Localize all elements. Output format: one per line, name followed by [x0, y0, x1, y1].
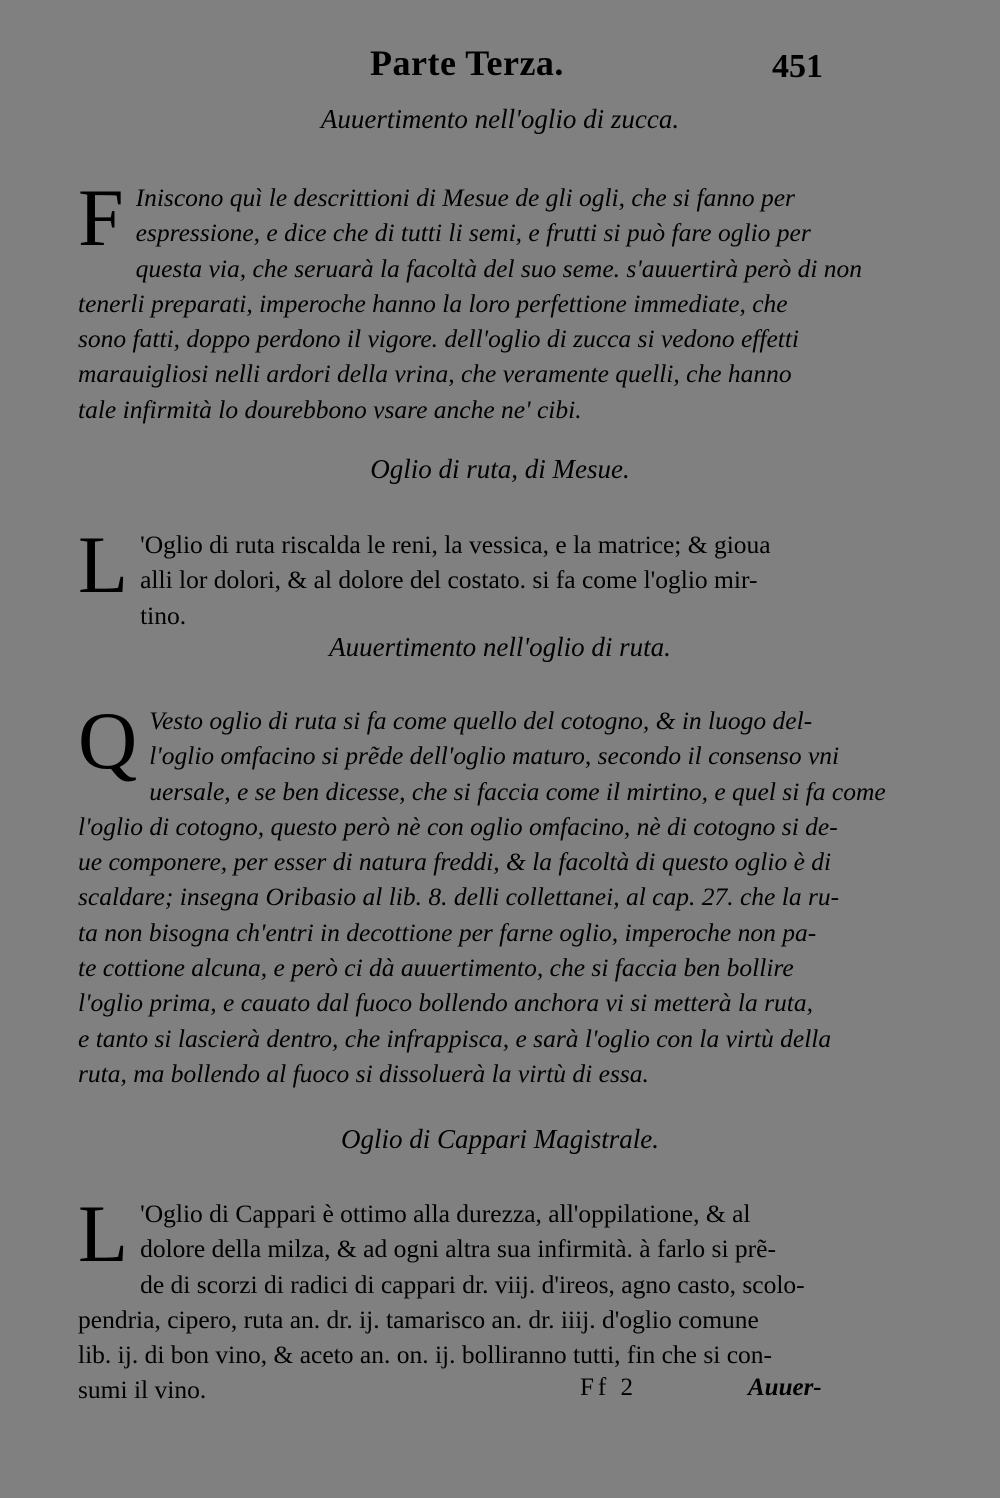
text-line: e tanto si lascierà dentro, che infrappisca, e sarà l'oglio con la virtù della: [78, 1023, 832, 1053]
section-heading: Oglio di Cappari Magistrale.: [340, 1124, 659, 1154]
text-line: l'oglio prima, e cauato dal fuoco bollendo anchora vi si metterà la ruta,: [78, 988, 813, 1018]
text-line: sumi il vino.: [78, 1375, 207, 1405]
section-heading: Oglio di ruta, di Mesue.: [370, 454, 630, 484]
text-line: 'Oglio di ruta riscalda le reni, la vessica, e la matrice; & gioua: [140, 530, 771, 559]
text-line: tenerli preparati, imperoche hanno la loro perfettione immediate, che: [78, 288, 788, 318]
text-line: dolore della milza, & ad ogni altra sua infirmità. à farlo si prẽ-: [140, 1234, 776, 1264]
signature-mark: Ff 2: [580, 1374, 637, 1401]
text-line: te cottione alcuna, e però ci dà auuertimento, che si faccia ben bollire: [78, 953, 794, 983]
section-paragraph: [78, 172, 898, 427]
text-line: de di scorzi di radici di cappari dr. viij. d'ireos, agno casto, scolo-: [140, 1269, 805, 1299]
text-line: espressione, e dice che di tutti li semi, e frutti si può fare oglio per: [135, 218, 811, 248]
text-line: marauigliosi nelli ardori della vrina, che veramente quelli, che hanno: [78, 359, 792, 389]
section-heading: Auuertimento nell'oglio di zucca.: [320, 104, 680, 134]
text-line: sono fatti, doppo perdono il vigore. dell'oglio di zucca si vedono effetti: [78, 324, 800, 354]
drop-capital: L: [78, 519, 129, 610]
text-line: ue componere, per esser di natura freddi, & la facoltà di questo oglio è di: [78, 847, 832, 877]
text-line: Iniscono quì le descrittioni di Mesue de gli ogli, che si fanno per: [135, 183, 795, 212]
text-line: ruta, ma bollendo al fuoco si dissoluerà la virtù di essa.: [78, 1058, 649, 1088]
drop-capital: F: [78, 172, 124, 263]
drop-capital: Q: [78, 695, 138, 786]
text-line: l'oglio omfacino si prẽde dell'oglio maturo, secondo il consenso vni: [149, 741, 840, 771]
running-head: Parte Terza.: [370, 43, 564, 83]
catchword: Auuer-: [748, 1374, 822, 1401]
text-line: ta non bisogna ch'entri in decottione per farne oglio, imperoche non pa-: [78, 917, 817, 947]
text-line: l'oglio di cotogno, questo però nè con oglio omfacino, nè di cotogno si de-: [78, 811, 838, 841]
text-line: tino.: [140, 600, 187, 630]
section-heading: Auuertimento nell'oglio di ruta.: [329, 632, 671, 662]
page-number: 451: [772, 48, 823, 85]
text-line: alli lor dolori, & al dolore del costato. si fa come l'oglio mir-: [140, 565, 758, 595]
text-line: uersale, e se ben dicesse, che si faccia come il mirtino, e quel si fa come: [149, 776, 886, 806]
text-line: tale infirmità lo dourebbono vsare anche ne' cibi.: [78, 394, 582, 424]
text-line: Vesto oglio di ruta si fa come quello del cotogno, & in luogo del-: [149, 706, 813, 735]
drop-capital: L: [78, 1188, 129, 1279]
text-line: questa via, che seruarà la facoltà del suo seme. s'auuertirà però di non: [135, 253, 863, 283]
section-paragraph: [78, 695, 898, 1091]
section-paragraph: [78, 519, 898, 633]
text-line: 'Oglio di Cappari è ottimo alla durezza, all'oppilatione, & al: [140, 1199, 751, 1228]
text-line: scaldare; insegna Oribasio al lib. 8. delli collettanei, al cap. 27. che la ru-: [78, 882, 840, 912]
text-line: lib. ij. di bon vino, & aceto an. on. ij. bolliranno tutti, fin che si con-: [78, 1340, 773, 1370]
text-line: pendria, cipero, ruta an. dr. ij. tamarisco an. dr. iiij. d'oglio comune: [78, 1304, 759, 1334]
